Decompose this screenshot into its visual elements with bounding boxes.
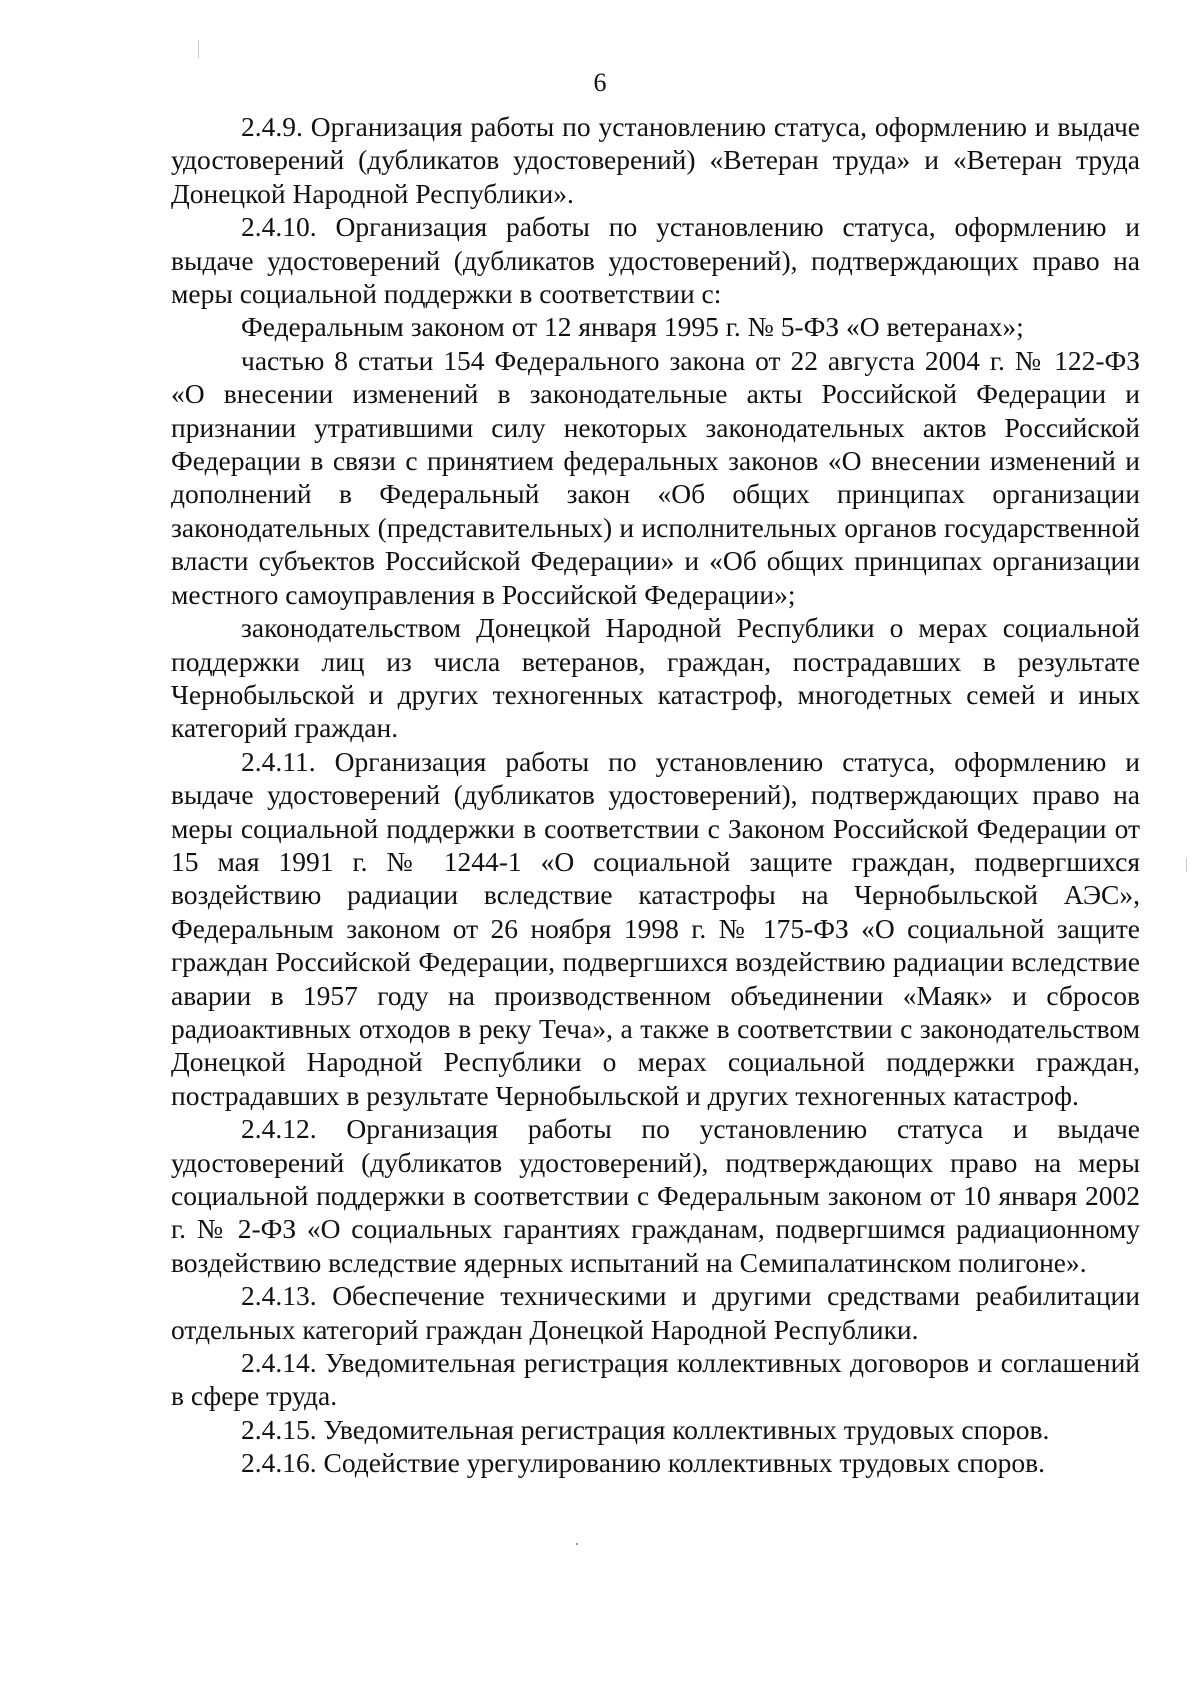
paragraph-2-4-12: 2.4.12. Организация работы по установлению статуса и выдаче удостоверений (дубликатов удостоверений), подтверждающих право на меры социальной поддержки в соответствии с Федеральным законом от 10 января 2002 г. № 2-ФЗ «О социальных гарантиях гражданам, подвергшимся радиационному воздействию вследствие ядерных испытаний на Семипалатинском полигоне».: [171, 1113, 1140, 1278]
paragraph-2-4-15: 2.4.15. Уведомительная регистрация коллективных трудовых споров.: [241, 1413, 1050, 1445]
scan-artifact-mark: [1186, 858, 1187, 872]
page-number: 6: [593, 68, 607, 97]
scan-artifact-mark: [198, 40, 199, 58]
paragraph-law-veterans: Федеральным законом от 12 января 1995 г. № 5-ФЗ «О ветеранах»;: [241, 311, 1024, 343]
paragraph-2-4-11: 2.4.11. Организация работы по установлению статуса, оформлению и выдаче удостоверений (дубликатов удостоверений), подтверждающих право на меры социальной поддержки в соответствии с Законом Российской Федерации от 15 мая 1991 г. № 1244-1 «О социальной защите граждан, подвергшихся воздействию радиации вследствие катастрофы на Чернобыльской АЭС», Федеральным законом от 26 ноября 1998 г. № 175-ФЗ «О социальной защите граждан Российской Федерации, подвергшихся воздействию радиации вследствие аварии в 1957 году на производственном объединении «Маяк» и сбросов радиоактивных отходов в реку Теча», а также в соответствии с законодательством Донецкой Народной Республики о мерах социальной поддержки граждан, пострадавших в результате Чернобыльской и других техногенных катастроф.: [171, 745, 1140, 1111]
paragraph-2-4-9: 2.4.9. Организация работы по установлению статуса, оформлению и выдаче удостоверений (дубликатов удостоверений) «Ветеран труда» и «Ветеран труда Донецкой Народной Республики».: [171, 111, 1140, 209]
paragraph-2-4-14: 2.4.14. Уведомительная регистрация коллективных договоров и соглашений в сфере труда.: [171, 1347, 1140, 1412]
paragraph-2-4-10: 2.4.10. Организация работы по установлению статуса, оформлению и выдаче удостоверений (дубликатов удостоверений), подтверждающих право на меры социальной поддержки в соответствии с:: [171, 211, 1140, 310]
paragraph-2-4-16: 2.4.16. Содействие урегулированию коллективных трудовых споров.: [241, 1447, 1046, 1479]
paragraph-2-4-13: 2.4.13. Обеспечение техническими и другими средствами реабилитации отдельных категорий граждан Донецкой Народной Республики.: [171, 1280, 1140, 1345]
paragraph-dnr-legislation: законодательством Донецкой Народной Республики о мерах социальной поддержки лиц из числа ветеранов, граждан, пострадавших в результате Чернобыльской и других техногенных катастроф, многодетных семей и иных категорий граждан.: [171, 612, 1140, 744]
paragraph-law-122-fz: частью 8 статьи 154 Федерального закона от 22 августа 2004 г. № 122-ФЗ «О внесении изменений в законодательные акты Российской Федерации и признании утратившими силу некоторых законодательных актов Российской Федерации в связи с принятием федеральных законов «О внесении изменений и дополнений в Федеральный закон «Об общих принципах организации законодательных (представительных) и исполнительных органов государственной власти субъектов Российской Федерации» и «Об общих принципах организации местного самоуправления в Российской Федерации»;: [171, 344, 1140, 610]
scan-artifact-dot: [576, 1543, 578, 1545]
document-body: [171, 110, 1140, 1480]
